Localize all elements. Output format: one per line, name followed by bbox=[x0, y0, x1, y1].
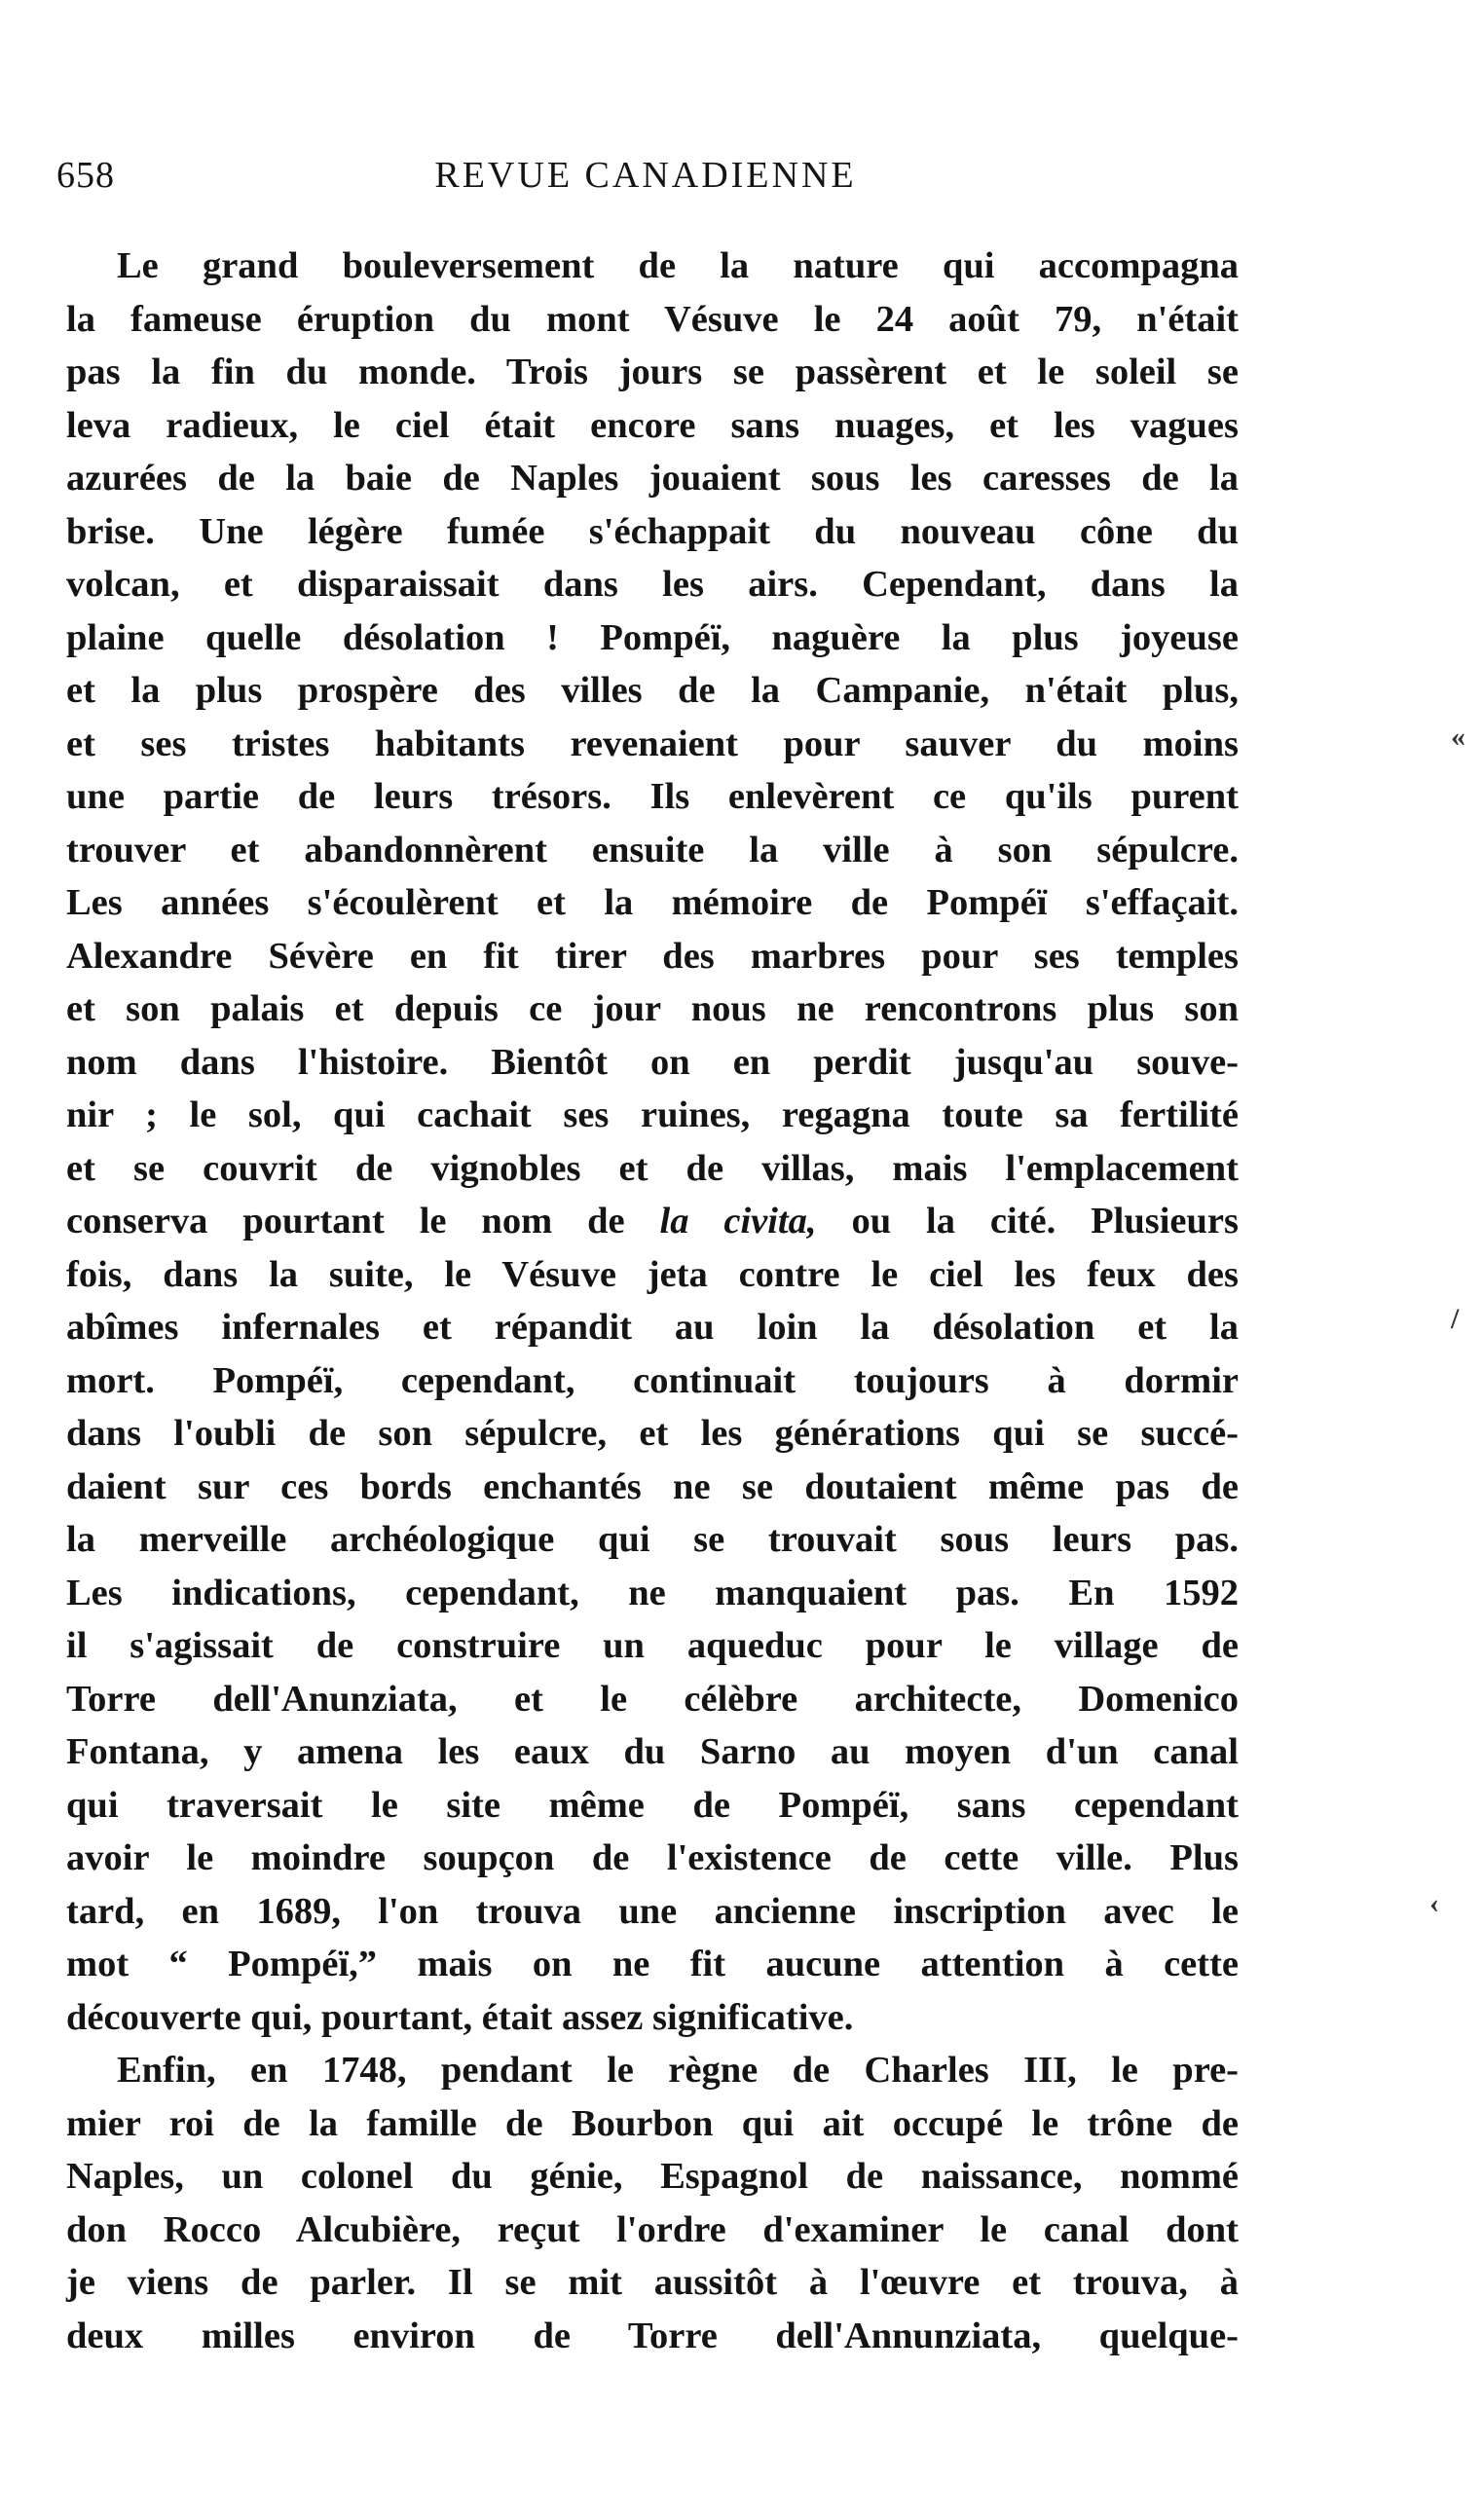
text-line: Alexandre Sévère en fit tirer des marbres pour ses temples bbox=[66, 935, 1239, 977]
text-line: volcan, et disparaissait dans les airs. Cependant, dans la bbox=[66, 564, 1239, 605]
text-line: une partie de leurs trésors. Ils enlevèrent ce qu'ils purent bbox=[66, 776, 1239, 817]
page-number: 658 bbox=[56, 155, 115, 196]
margin-mark: / bbox=[1451, 1303, 1460, 1335]
text-line: je viens de parler. Il se mit aussitôt à l'œuvre et trouva, à bbox=[66, 2262, 1239, 2303]
text-line: Les indications, cependant, ne manquaient pas. En 1592 bbox=[66, 1572, 1239, 1613]
text-line: qui traversait le site même de Pompéï, sans cependant bbox=[66, 1784, 1239, 1826]
text-line: Torre dell'Anunziata, et le célèbre architecte, Domenico bbox=[66, 1678, 1239, 1720]
text-line: mier roi de la famille de Bourbon qui ait occupé le trône de bbox=[66, 2102, 1239, 2144]
text-line: Les années s'écoulèrent et la mémoire de Pompéï s'effaçait. bbox=[66, 882, 1239, 923]
text-line: Fontana, y amena les eaux du Sarno au moyen d'un canal bbox=[66, 1731, 1239, 1772]
text-line: Le grand bouleversement de la nature qui accompagna bbox=[117, 245, 1239, 286]
text-line: plaine quelle désolation ! Pompéï, naguère la plus joyeuse bbox=[66, 616, 1239, 658]
text-line: abîmes infernales et répandit au loin la désolation et la bbox=[66, 1307, 1239, 1348]
text-line: mot “ Pompéï,” mais on ne fit aucune attention à cette bbox=[66, 1944, 1239, 1984]
text-line-with-italic bbox=[66, 1195, 1239, 1248]
text-line: Enfin, en 1748, pendant le règne de Charles III, le pre- bbox=[117, 2050, 1239, 2091]
text-line: dans l'oubli de son sépulcre, et les générations qui se succé- bbox=[66, 1413, 1239, 1454]
text-line: pas la fin du monde. Trois jours se passèrent et le soleil se bbox=[66, 352, 1239, 392]
text-line: la fameuse éruption du mont Vésuve le 24 août 79, n'était bbox=[66, 298, 1239, 340]
margin-mark: ‹ bbox=[1429, 1887, 1439, 1919]
text-line: daient sur ces bords enchantés ne se doutaient même pas de bbox=[66, 1465, 1239, 1507]
running-title: REVUE CANADIENNE bbox=[434, 155, 857, 196]
text-line: et son palais et depuis ce jour nous ne rencontrons plus son bbox=[66, 988, 1239, 1029]
page-header bbox=[56, 154, 1235, 203]
text-line: tard, en 1689, l'on trouva une ancienne inscription avec le bbox=[66, 1890, 1239, 1932]
text-line: leva radieux, le ciel était encore sans nuages, et les vagues bbox=[66, 404, 1239, 446]
text-line: don Rocco Alcubière, reçut l'ordre d'examiner le canal dont bbox=[66, 2208, 1239, 2250]
text-line: mort. Pompéï, cependant, continuait toujours à dormir bbox=[66, 1359, 1239, 1401]
text-line: trouver et abandonnèrent ensuite la ville à son sépulcre. bbox=[66, 829, 1239, 871]
body-text bbox=[66, 240, 1239, 2362]
text-line: nom dans l'histoire. Bientôt on en perdit jusqu'au souve- bbox=[66, 1041, 1239, 1083]
text-line: azurées de la baie de Naples jouaient sous les caresses de la bbox=[66, 458, 1239, 499]
text-line: il s'agissait de construire un aqueduc pour le village de bbox=[66, 1625, 1239, 1666]
text-line: la merveille archéologique qui se trouvait sous leurs pas. bbox=[66, 1519, 1239, 1560]
line-text: conserva pourtant le nom de bbox=[66, 1201, 625, 1241]
margin-mark: « bbox=[1451, 721, 1465, 753]
text-line: brise. Une légère fumée s'échappait du nouveau cône du bbox=[66, 510, 1239, 552]
text-line: et se couvrit de vignobles et de villas, mais l'emplacement bbox=[66, 1147, 1239, 1189]
text-line: Naples, un colonel du génie, Espagnol de naissance, nommé bbox=[66, 2156, 1239, 2197]
italic-phrase: la civita, bbox=[659, 1201, 817, 1241]
text-line: nir ; le sol, qui cachait ses ruines, regagna toute sa fertilité bbox=[66, 1094, 1239, 1135]
text-line: avoir le moindre soupçon de l'existence de cette ville. Plus bbox=[66, 1837, 1239, 1878]
text-line: fois, dans la suite, le Vésuve jeta contre le ciel les feux des bbox=[66, 1253, 1239, 1295]
text-line: et ses tristes habitants revenaient pour sauver du moins bbox=[66, 723, 1239, 764]
text-line: découverte qui, pourtant, était assez significative. bbox=[66, 1996, 854, 2038]
text-line: et la plus prospère des villes de la Campanie, n'était plus, bbox=[66, 670, 1239, 711]
text-line: deux milles environ de Torre dell'Annunziata, quelque- bbox=[66, 2315, 1239, 2356]
line-text: ou la cité. Plusieurs bbox=[851, 1201, 1239, 1241]
